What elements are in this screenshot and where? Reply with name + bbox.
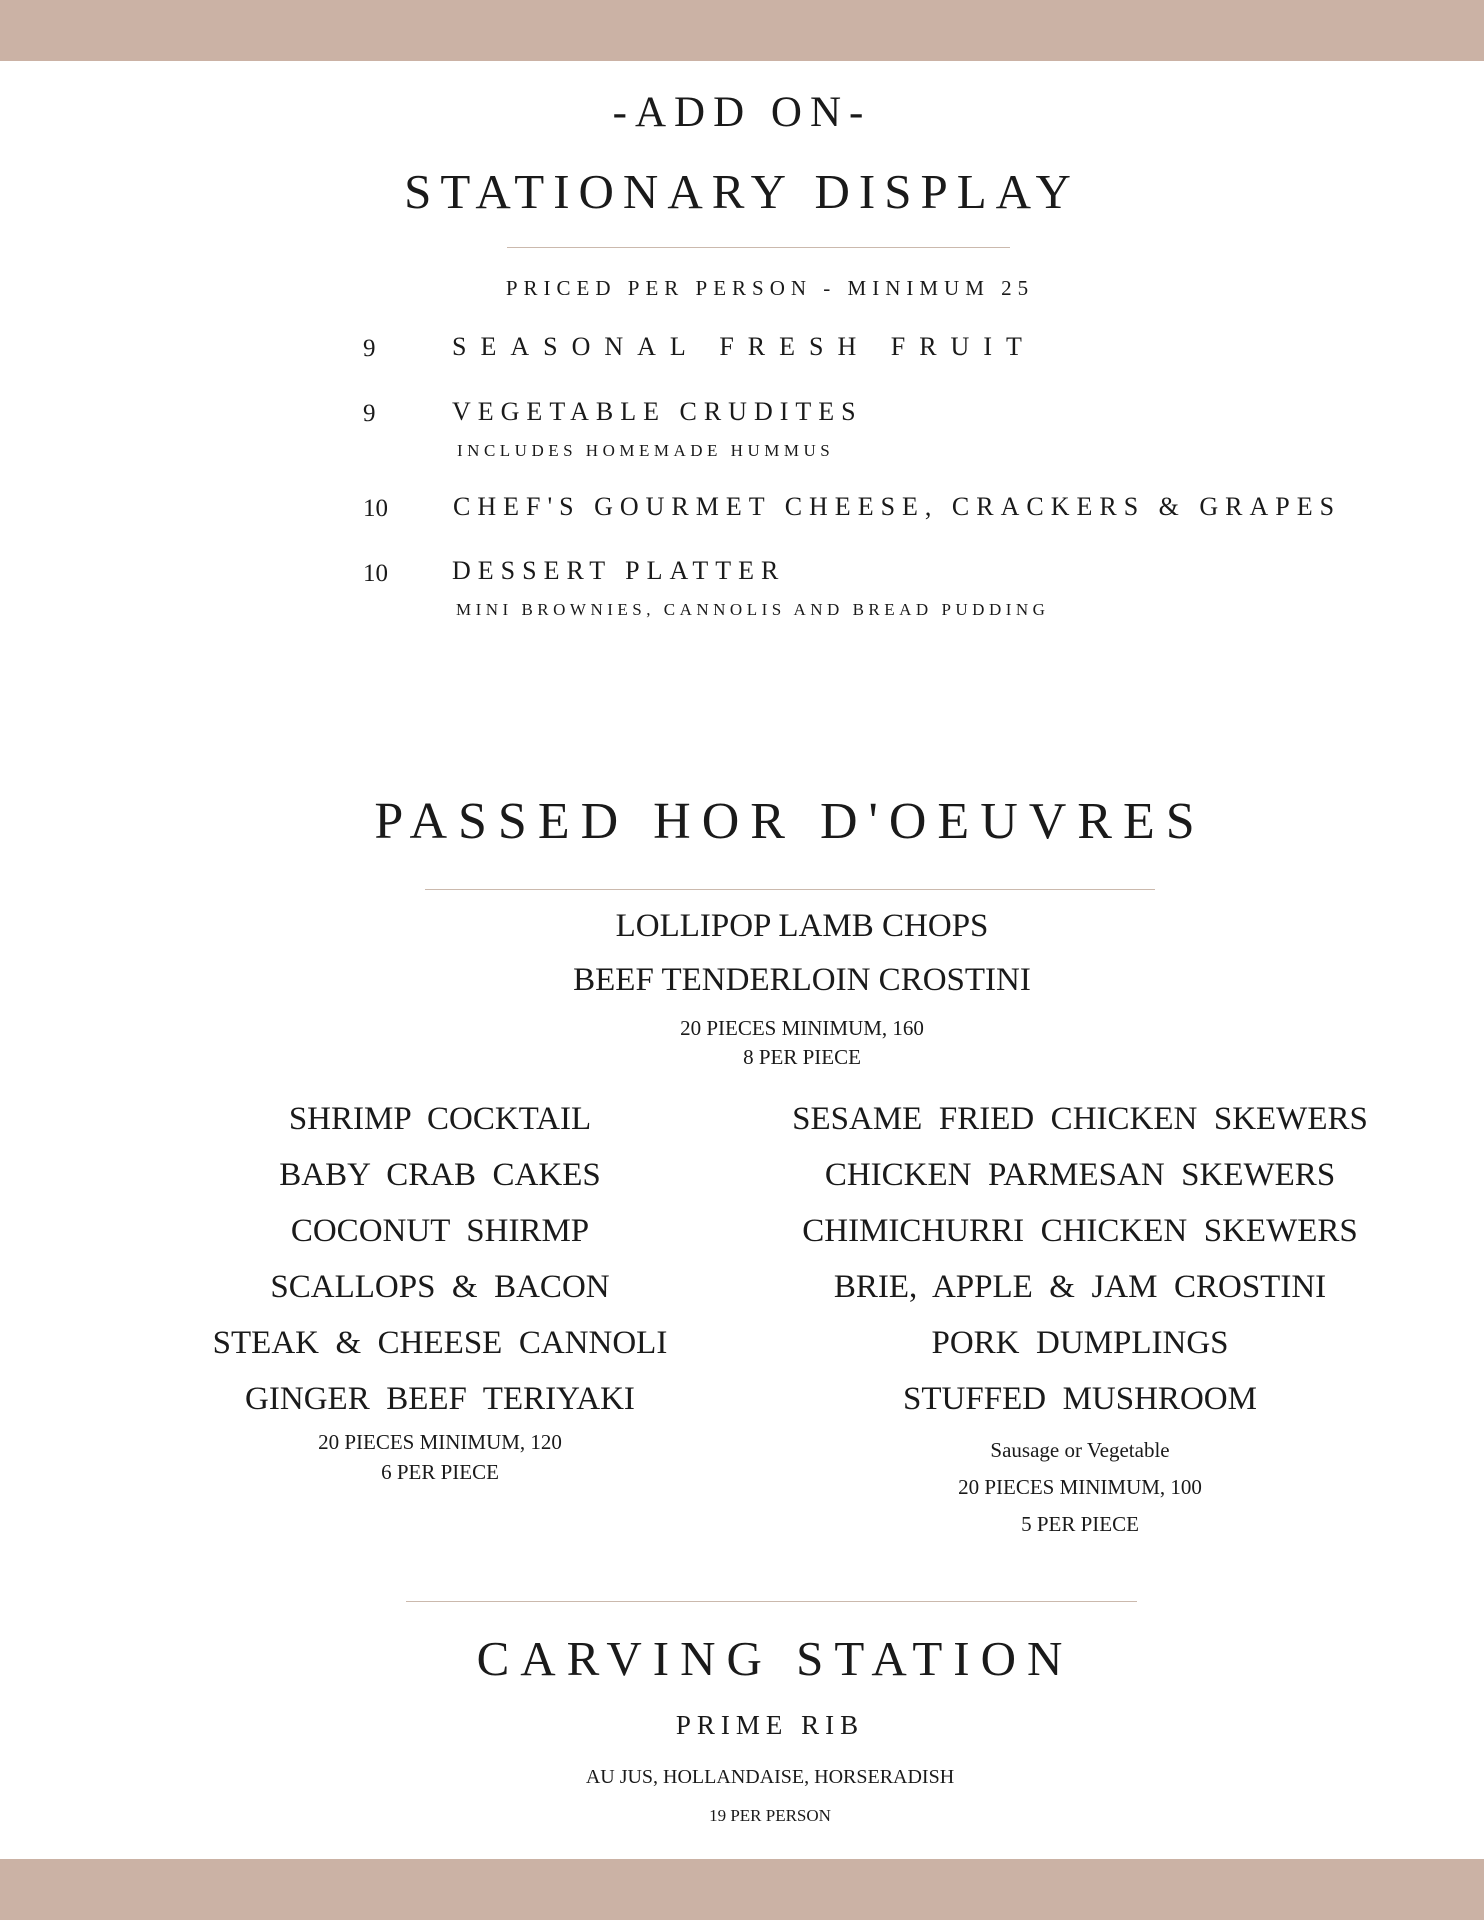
item-note: INCLUDES HOMEMADE HUMMUS	[457, 441, 835, 460]
featured-per-piece: 8 PER PIECE	[743, 1045, 861, 1069]
menu-item-vegetable-crudites: VEGETABLE CRUDITES	[452, 397, 863, 426]
left-item-coconut-shrimp: COCONUT SHIRMP	[290, 1213, 590, 1249]
passed-divider	[425, 889, 1155, 890]
right-item-stuffed-mushroom: STUFFED MUSHROOM	[903, 1381, 1257, 1417]
stationary-display-heading: STATIONARY DISPLAY	[404, 164, 1080, 219]
item-price: 9	[363, 400, 376, 427]
priced-per-person-note: PRICED PER PERSON - MINIMUM 25	[505, 276, 1035, 300]
featured-item-lamb-chops: LOLLIPOP LAMB CHOPS	[615, 908, 989, 944]
passed-hors-doeuvres-heading: PASSED HOR D'OEUVRES	[374, 793, 1206, 850]
right-item-pork-dumplings: PORK DUMPLINGS	[931, 1325, 1229, 1361]
menu-item-seasonal-fresh-fruit: SEASONAL FRESH FRUIT	[452, 332, 1036, 361]
carving-price: 19 PER PERSON	[709, 1806, 831, 1825]
carving-sauces: AU JUS, HOLLANDAISE, HORSERADISH	[585, 1766, 955, 1788]
item-note: MINI BROWNIES, CANNOLIS AND BREAD PUDDING	[456, 600, 1050, 619]
menu-item-dessert-platter: DESSERT PLATTER	[452, 556, 786, 585]
featured-minimum: 20 PIECES MINIMUM, 160	[680, 1016, 924, 1040]
right-item-chicken-parmesan: CHICKEN PARMESAN SKEWERS	[824, 1157, 1336, 1193]
add-on-heading: -ADD ON-	[612, 89, 872, 136]
bottom-band	[0, 1859, 1484, 1920]
menu-item-cheese-crackers-grapes: CHEF'S GOURMET CHEESE, CRACKERS & GRAPES	[453, 492, 1342, 521]
carving-item-prime-rib: PRIME RIB	[675, 1710, 865, 1740]
right-per-piece: 5 PER PIECE	[1021, 1512, 1139, 1536]
right-item-sesame-chicken: SESAME FRIED CHICKEN SKEWERS	[792, 1101, 1368, 1137]
left-item-ginger-beef-teriyaki: GINGER BEEF TERIYAKI	[245, 1381, 635, 1417]
item-price: 10	[363, 560, 388, 587]
left-item-steak-cheese-cannoli: STEAK & CHEESE CANNOLI	[212, 1325, 668, 1361]
left-minimum: 20 PIECES MINIMUM, 120	[318, 1430, 562, 1454]
left-item-shrimp-cocktail: SHRIMP COCKTAIL	[288, 1101, 592, 1137]
left-per-piece: 6 PER PIECE	[381, 1460, 499, 1484]
right-option: Sausage or Vegetable	[990, 1438, 1170, 1462]
item-price: 9	[363, 335, 376, 362]
top-band	[0, 0, 1484, 61]
right-item-chimichurri-chicken: CHIMICHURRI CHICKEN SKEWERS	[802, 1213, 1358, 1249]
carving-station-heading: CARVING STATION	[476, 1631, 1074, 1686]
left-item-baby-crab-cakes: BABY CRAB CAKES	[279, 1157, 601, 1193]
carving-divider	[406, 1601, 1137, 1602]
item-price: 10	[363, 495, 388, 522]
right-minimum: 20 PIECES MINIMUM, 100	[958, 1475, 1202, 1499]
left-item-scallops-bacon: SCALLOPS & BACON	[270, 1269, 610, 1305]
right-item-brie-apple-jam: BRIE, APPLE & JAM CROSTINI	[833, 1269, 1327, 1305]
stationary-divider	[507, 247, 1010, 248]
featured-item-beef-crostini: BEEF TENDERLOIN CROSTINI	[573, 962, 1031, 998]
